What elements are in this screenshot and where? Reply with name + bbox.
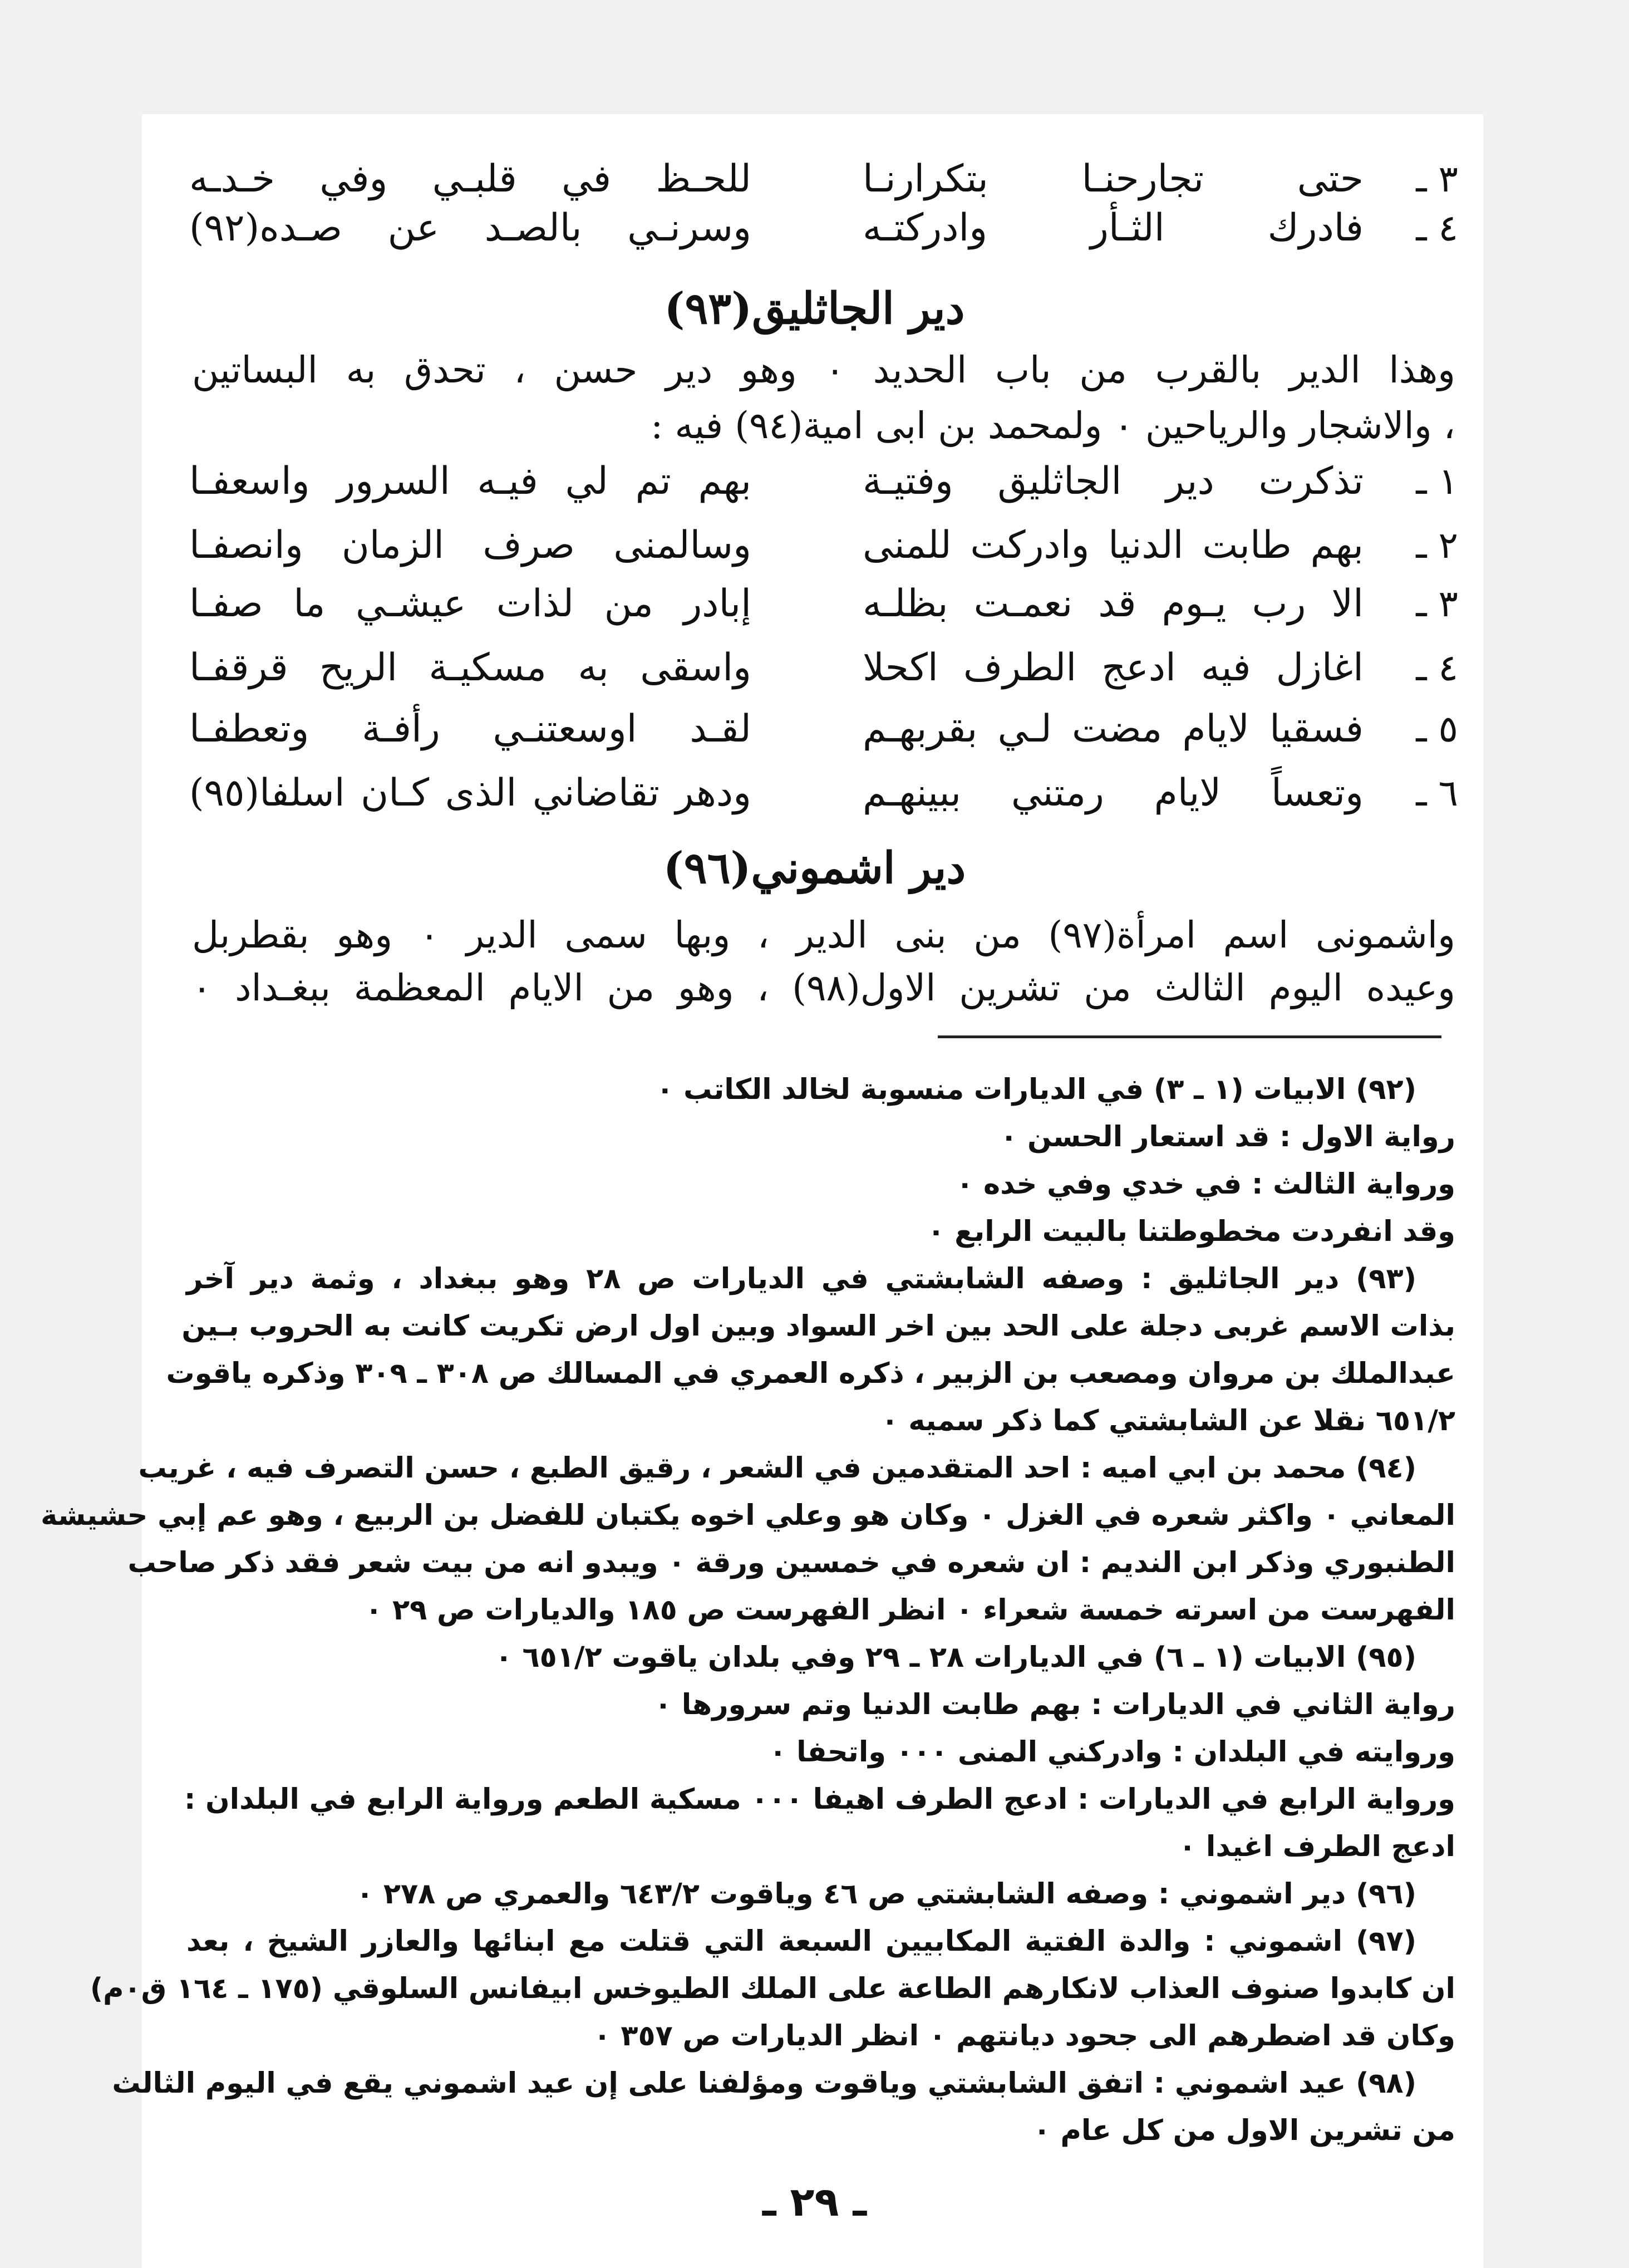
verse-number: ٤ ـ [1416, 646, 1458, 689]
verse-line [189, 454, 1458, 515]
verse-number: ٥ ـ [1416, 708, 1458, 750]
verse-first-hemistich: تذكرت دير الجاثليق وفتيـة [863, 459, 1364, 503]
verse-line [189, 200, 1458, 262]
verse-first-hemistich: اغازل فيه ادعج الطرف اكحلا [863, 646, 1364, 690]
verse-second-hemistich: للحـظ في قلبـي وفي خـدـه [189, 157, 751, 201]
footnote-line: ورواية الثالث : في خدي وفي خده ٠ [956, 1168, 1455, 1201]
footnote-line: رواية الاول : قد استعار الحسن ٠ [1000, 1121, 1455, 1153]
footnote-line: ٦٥١/٢ نقلا عن الشابشتي كما ذكر سميه ٠ [881, 1405, 1455, 1437]
footnote-line: (٩٨) عيد اشموني : اتفق الشابشتي وياقوت ومؤلفنا على إن عيد اشموني يقع في اليوم الثالث [112, 2067, 1416, 2100]
footnote-line: المعاني ٠ واكثر شعره في الغزل ٠ وكان هو وعلي اخوه يكتبان للفضل بن الربيع ، وهو عم إبي حشيشة [41, 1499, 1455, 1532]
page-number: ـ ٢٩ ـ [762, 2178, 867, 2225]
prose-line: وعيده اليوم الثالث من تشرين الاول(٩٨) ، وهو من الايام المعظمة ببغـداد ٠ [192, 966, 1455, 1009]
footnote-line: (٩٣) دير الجاثليق : وصفه الشابشتي في الديارات ص ٢٨ وهو ببغداد ، وثمة دير آخر [186, 1263, 1416, 1295]
verse-number: ٢ ـ [1416, 524, 1458, 567]
footnote-separator [938, 1035, 1441, 1038]
verse-number: ٣ ـ [1416, 582, 1458, 625]
prose-line: ، والاشجار والرياحين ٠ ولمحمد بن ابى امية(٩٤) فيه : [651, 404, 1455, 447]
footnote-line: (٩٧) اشموني : والدة الفتية المكابيين السبعة التي قتلت مع ابنائها والعازر الشيخ ، بعد [186, 1925, 1416, 1958]
verse-line [189, 701, 1458, 763]
verse-line [189, 576, 1458, 637]
verse-number: ٦ ـ [1416, 772, 1458, 814]
verse-second-hemistich: لقـد اوسعتنـي رأفـة وتعطفـا [189, 707, 751, 751]
verse-second-hemistich: ودهر تقاضاني الذى كـان اسلفا(٩٥) [189, 771, 751, 815]
footnote-line: (٩٦) دير اشموني : وصفه الشابشتي ص ٤٦ وياقوت ٦٤٣/٢ والعمري ص ٢٧٨ ٠ [356, 1878, 1416, 1911]
prose-line: واشمونى اسم امرأة(٩٧) من بنى الدير ، وبها سمى الدير ٠ وهو بقطربل [192, 914, 1455, 956]
footnote-line: الفهرست من اسرته خمسة شعراء ٠ انظر الفهرست ص ١٨٥ والديارات ص ٢٩ ٠ [365, 1594, 1455, 1627]
footnote-line: وقد انفردت مخطوطتنا بالبيت الرابع ٠ [927, 1215, 1455, 1248]
footnote-line: ان كابدوا صنوف العذاب لانكارهم الطاعة على الملك الطيوخس ابيفانس السلوقي (١٧٥ ـ ١٦٤ ق٠م) [90, 1972, 1455, 2005]
verse-first-hemistich: بهم طابت الدنيا وادركت للمنى [863, 523, 1364, 567]
footnote-line: بذات الاسم غربى دجلة على الحد بين اخر السواد وبين اول ارض تكريت كانت به الحروب بـين [181, 1310, 1455, 1343]
verse-second-hemistich: وسرنـي بالصـد عن صـده(٩٢) [189, 206, 751, 250]
verse-first-hemistich: فادرك الثـأر وادركتـه [863, 206, 1364, 250]
verse-line [189, 640, 1458, 701]
section-title: دير الجاثليق(٩٣) [664, 283, 965, 334]
footnote-line: وروايته في البلدان : وادركني المنى ٠٠٠ واتحفا ٠ [769, 1736, 1455, 1769]
verse-number: ٣ ـ [1416, 158, 1458, 200]
footnote-line: (٩٥) الابيات (١ ـ ٦) في الديارات ٢٨ ـ ٢٩ وفي بلدان ياقوت ٦٥١/٢ ٠ [495, 1641, 1416, 1674]
verse-line [189, 765, 1458, 827]
verse-first-hemistich: فسقيا لايام مضت لـي بقربهـم [863, 707, 1364, 751]
footnote-line: عبدالملك بن مروان ومصعب بن الزبير ، ذكره العمري في المسالك ص ٣٠٨ ـ ٣٠٩ وذكره ياقوت [166, 1357, 1455, 1390]
verse-second-hemistich: واسقى به مسكيـة الريح قرقفـا [189, 646, 751, 690]
footnote-line: الطنبوري وذكر ابن النديم : ان شعره في خمسين ورقة ٠ ويبدو انه من بيت شعر فقد ذكر صاحب [127, 1547, 1455, 1579]
verse-first-hemistich: حتى تجارحنـا بتكرارنـا [863, 157, 1364, 201]
footnote-line: ورواية الرابع في الديارات : ادعج الطرف اهيفا ٠٠٠ مسكية الطعم ورواية الرابع في البلدان : [184, 1783, 1455, 1816]
verse-first-hemistich: وتعساً لايام رمتني ببينهـم [863, 771, 1364, 815]
footnote-line: وكان قد اضطرهم الى جحود ديانتهم ٠ انظر الديارات ص ٣٥٧ ٠ [593, 2020, 1455, 2053]
verse-second-hemistich: إبادر من لذات عيشـي ما صفـا [189, 582, 751, 626]
verse-first-hemistich: الا رب يـوم قد نعمـت بظلـه [863, 582, 1364, 626]
verse-second-hemistich: وسالمنى صرف الزمان وانصفـا [189, 523, 751, 567]
footnote-line: ادعج الطرف اغيدا ٠ [1178, 1830, 1455, 1863]
verse-number: ١ ـ [1416, 460, 1458, 503]
verse-number: ٤ ـ [1416, 207, 1458, 249]
verse-line [189, 518, 1458, 579]
footnote-line: رواية الثاني في الديارات : بهم طابت الدنيا وتم سرورها ٠ [654, 1688, 1455, 1721]
verse-second-hemistich: بهم تم لي فيـه السرور واسعفـا [189, 459, 751, 503]
prose-line: وهذا الدير بالقرب من باب الحديد ٠ وهو دير حسن ، تحدق به البساتين [192, 348, 1456, 391]
footnote-line: من تشرين الاول من كل عام ٠ [1033, 2114, 1455, 2147]
footnote-line: (٩٢) الابيات (١ ـ ٣) في الديارات منسوبة لخالد الكاتب ٠ [656, 1073, 1416, 1106]
section-title: دير اشموني(٩٦) [663, 843, 966, 894]
footnote-line: (٩٤) محمد بن ابي اميه : احد المتقدمين في الشعر ، رقيق الطبع ، حسن التصرف فيه ، غريب [138, 1452, 1416, 1485]
